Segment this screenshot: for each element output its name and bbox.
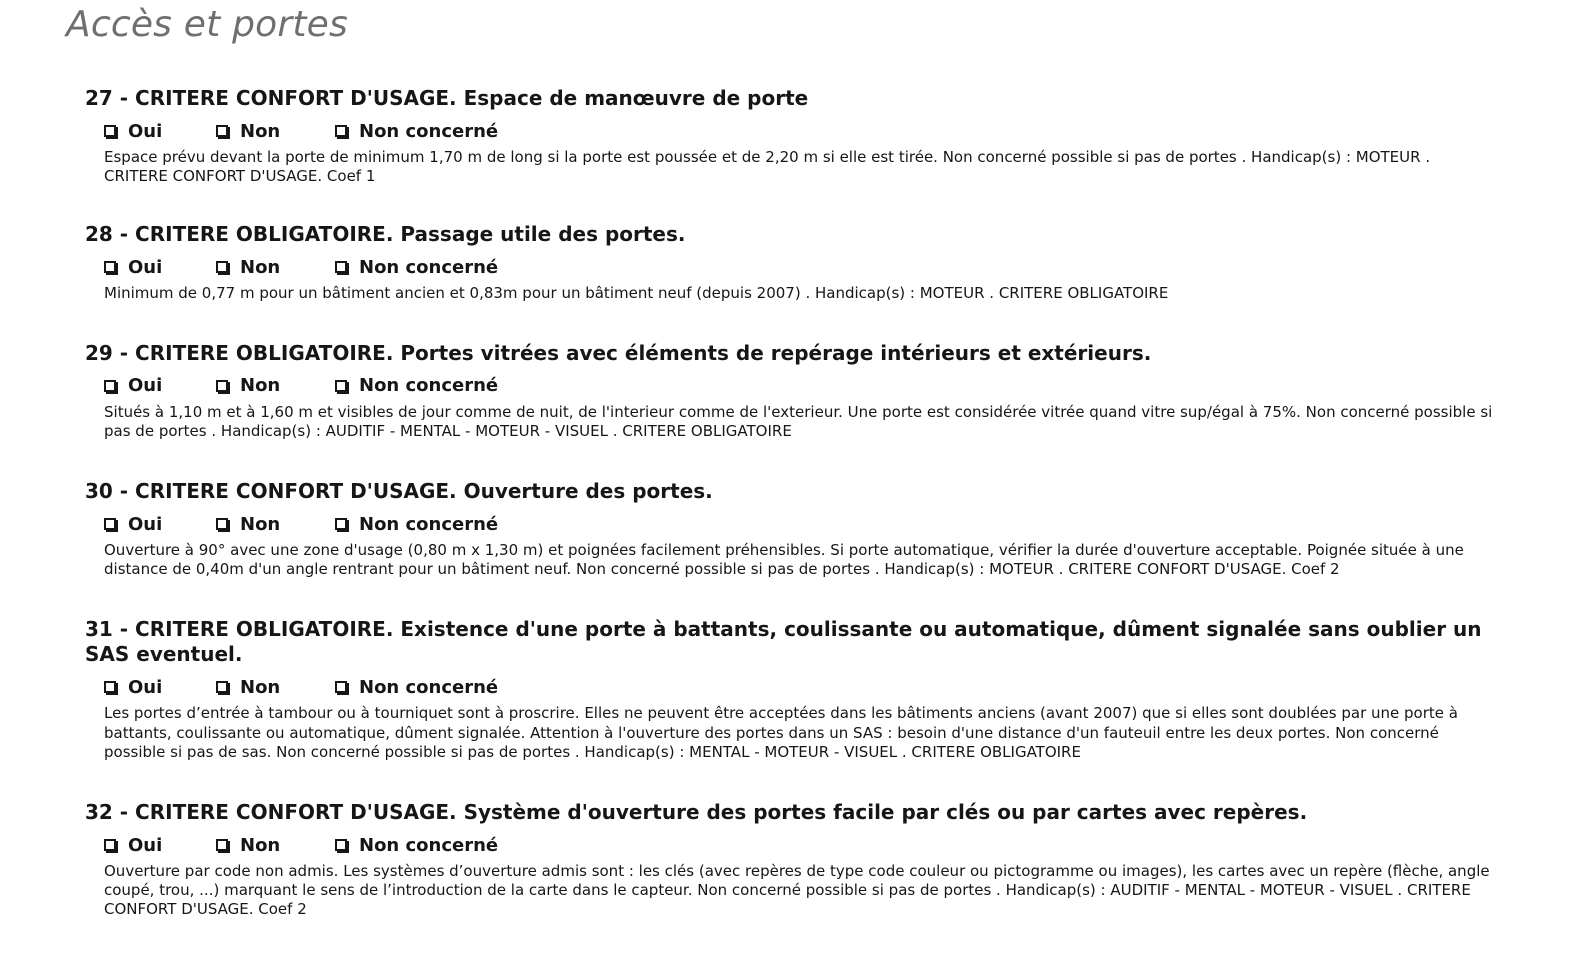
option-label: Oui [128, 513, 163, 535]
answer-options [104, 255, 1495, 279]
option-non-concerne[interactable] [335, 121, 535, 142]
option-non-concerne[interactable] [335, 835, 535, 856]
checkbox-icon[interactable] [216, 839, 228, 851]
option-non[interactable] [216, 121, 335, 142]
criterion-29 [85, 341, 1495, 441]
option-non[interactable] [216, 514, 335, 535]
criterion-title: 28 - CRITERE OBLIGATOIRE. Passage utile des portes. [85, 222, 686, 247]
criterion-title: 32 - CRITERE CONFORT D'USAGE. Système d'ouverture des portes facile par clés ou par cartes avec repères. [85, 800, 1308, 825]
option-label: Non [240, 676, 281, 698]
answer-options [104, 512, 1495, 536]
criterion-title: 30 - CRITERE CONFORT D'USAGE. Ouverture des portes. [85, 479, 713, 504]
answer-options [104, 675, 1495, 699]
criterion-30 [85, 479, 1495, 579]
option-label: Non concerné [359, 120, 499, 142]
criterion-title: 29 - CRITERE OBLIGATOIRE. Portes vitrées avec éléments de repérage intérieurs et extérieurs. [85, 340, 1152, 365]
option-non-concerne[interactable] [335, 257, 535, 278]
option-oui[interactable] [104, 257, 216, 278]
checkbox-icon[interactable] [335, 261, 347, 273]
checkbox-icon[interactable] [104, 261, 116, 273]
checkbox-icon[interactable] [104, 518, 116, 530]
criterion-description: Situés à 1,10 m et à 1,60 m et visibles de jour comme de nuit, de l'interieur comme de l'exterieur. Une porte est considérée vitrée quand vitre sup/égal à 75%. Non concerné possible si pas de portes . Handicap(s) : AUDITIF - MENTAL - MOTEUR - VISUEL . CRITERE OBLIGATOIRE [104, 402, 1493, 440]
checkbox-icon[interactable] [335, 839, 347, 851]
option-non-concerne[interactable] [335, 514, 535, 535]
criterion-title: 27 - CRITERE CONFORT D'USAGE. Espace de manœuvre de porte [85, 86, 809, 110]
criterion-27 [85, 86, 1495, 186]
option-oui[interactable] [104, 514, 216, 535]
criterion-description: Ouverture par code non admis. Les systèmes d’ouverture admis sont : les clés (avec repères de type code couleur ou pictogramme ou images), les cartes avec un repère (flèche, angle coupé, trou, ...) marquant le sens de l’introduction de la carte dans le capteur. Non concerné possible si pas de portes . Handicap(s) : AUDITIF - MENTAL - MOTEUR - VISUEL . CRITERE CONFORT D'USAGE. Coef 2 [104, 862, 1490, 919]
criteria-list [85, 86, 1495, 956]
option-non-concerne[interactable] [335, 677, 535, 698]
checkbox-icon[interactable] [216, 261, 228, 273]
option-label: Non [240, 375, 281, 397]
option-label: Non concerné [359, 834, 499, 856]
checkbox-icon[interactable] [216, 518, 228, 530]
option-non[interactable] [216, 677, 335, 698]
option-oui[interactable] [104, 835, 216, 856]
criterion-31 [85, 617, 1495, 762]
checkbox-icon[interactable] [335, 518, 347, 530]
checkbox-icon[interactable] [335, 125, 347, 137]
option-non[interactable] [216, 835, 335, 856]
criterion-description: Minimum de 0,77 m pour un bâtiment ancien et 0,83m pour un bâtiment neuf (depuis 2007) . Handicap(s) : MOTEUR . CRITERE OBLIGATOIRE [104, 284, 1169, 303]
criterion-description: Espace prévu devant la porte de minimum 1,70 m de long si la porte est poussée et de 2,20 m si elle est tirée. Non concerné possible si pas de portes . Handicap(s) : MOTEUR . CRITERE CONFORT D'USAGE. Coef 1 [104, 148, 1431, 186]
checkbox-icon[interactable] [335, 380, 347, 392]
option-label: Non concerné [359, 513, 499, 535]
option-label: Non [240, 513, 281, 535]
page-title: Accès et portes [66, 4, 348, 45]
checkbox-icon[interactable] [216, 380, 228, 392]
option-label: Oui [128, 256, 163, 278]
answer-options [104, 833, 1495, 857]
option-oui[interactable] [104, 677, 216, 698]
option-oui[interactable] [104, 121, 216, 142]
option-non[interactable] [216, 257, 335, 278]
option-non[interactable] [216, 375, 335, 396]
answer-options [104, 119, 1495, 143]
criterion-title: 31 - CRITERE OBLIGATOIRE. Existence d'une porte à battants, coulissante ou automatique, dûment signalée sans oublier un SAS eventuel. [85, 617, 1482, 667]
criterion-32 [85, 800, 1495, 920]
criterion-description: Les portes d’entrée à tambour ou à tourniquet sont à proscrire. Elles ne peuvent être acceptées dans les bâtiments anciens (avant 2007) que si elles sont doublées par une porte à battants, coulissante ou automatique, dûment signalée. Attention à l'ouverture des portes dans un SAS : besoin d'une distance d'un fauteuil entre les deux portes. Non concerné possible si pas de sas. Non concerné possible si pas de portes . Handicap(s) : MENTAL - MOTEUR - VISUEL . CRITERE OBLIGATOIRE [104, 704, 1458, 761]
checkbox-icon[interactable] [216, 681, 228, 693]
option-label: Non concerné [359, 676, 499, 698]
option-label: Non [240, 120, 281, 142]
criterion-28 [85, 222, 1495, 303]
checkbox-icon[interactable] [335, 681, 347, 693]
option-label: Non [240, 834, 281, 856]
checkbox-icon[interactable] [104, 681, 116, 693]
checkbox-icon[interactable] [104, 125, 116, 137]
option-oui[interactable] [104, 375, 216, 396]
option-label: Oui [128, 120, 163, 142]
option-non-concerne[interactable] [335, 375, 535, 396]
option-label: Non concerné [359, 375, 499, 397]
option-label: Oui [128, 834, 163, 856]
checkbox-icon[interactable] [216, 125, 228, 137]
option-label: Non [240, 256, 281, 278]
checkbox-icon[interactable] [104, 380, 116, 392]
checkbox-icon[interactable] [104, 839, 116, 851]
option-label: Oui [128, 676, 163, 698]
option-label: Oui [128, 375, 163, 397]
answer-options [104, 374, 1495, 398]
option-label: Non concerné [359, 256, 499, 278]
criterion-description: Ouverture à 90° avec une zone d'usage (0,80 m x 1,30 m) et poignées facilement préhensibles. Si porte automatique, vérifier la durée d'ouverture acceptable. Poignée située à une distance de 0,40m d'un angle rentrant pour un bâtiment neuf. Non concerné possible si pas de portes . Handicap(s) : MOTEUR . CRITERE CONFORT D'USAGE. Coef 2 [104, 541, 1464, 579]
